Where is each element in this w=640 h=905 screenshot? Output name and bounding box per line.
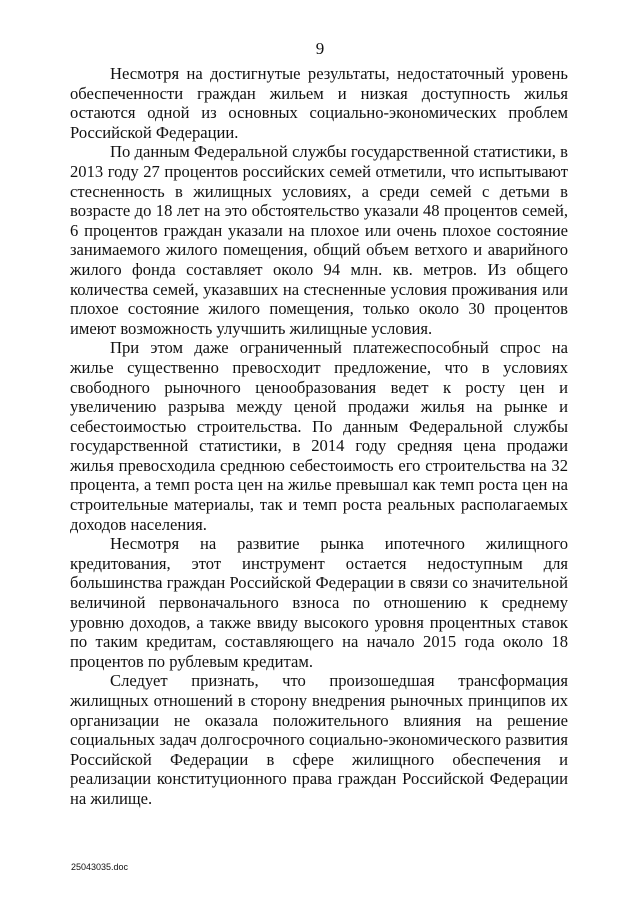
paragraph-conclusion: Следует признать, что произошедшая трансформация жилищных отношений в сторону внедрения рыночных принципов их организации не оказала положительного влияния на решение социальных задач долгосрочного социально-экономического развития Российской Федерации в сфере жилищного обеспечения и реализации конституционного права граждан Российской Федерации на жилище. — [70, 671, 568, 808]
paragraph-demand-supply: При этом даже ограниченный платежеспособный спрос на жилье существенно превосходит предложение, что в условиях свободного рыночного ценообразования ведет к росту цен и увеличению разрыва между ценой продажи жилья на рынке и себестоимостью строительства. По данным Федеральной службы государственной статистики, в 2014 году средняя цена продажи жилья превосходила среднюю себестоимость его строительства на 32 процента, а темп роста цен на жилье превышал как темп роста цен на строительные материалы, так и темп роста реальных располагаемых доходов населения. — [70, 338, 568, 534]
document-filename: 25043035.doc — [71, 862, 129, 872]
page-number: 9 — [315, 39, 325, 58]
paragraph-mortgage: Несмотря на развитие рынка ипотечного жилищного кредитования, этот инструмент остается недоступным для большинства граждан Российской Федерации в связи со значительной величиной первоначального взноса по отношению к среднему уровню доходов, а также ввиду высокого уровня процентных ставок по таким кредитам, составляющего на начало 2015 года около 18 процентов по рублевым кредитам. — [70, 534, 568, 671]
document-body — [70, 64, 568, 809]
paragraph-statistics-2013: По данным Федеральной службы государственной статистики, в 2013 году 27 процентов российских семей отметили, что испытывают стесненность в жилищных условиях, а среди семей с детьми в возрасте до 18 лет на это обстоятельство указали 48 процентов семей, 6 процентов граждан указали на плохое или очень плохое состояние занимаемого жилого помещения, общий объем ветхого и аварийного жилого фонда составляет около 94 млн. кв. метров. Из общего количества семей, указавших на стесненные условия проживания или плохое состояние жилого помещения, только около 30 процентов имеют возможность улучшить жилищные условия. — [70, 142, 568, 338]
paragraph-housing-problem: Несмотря на достигнутые результаты, недостаточный уровень обеспеченности граждан жильем и низкая доступность жилья остаются одной из основных социально-экономических проблем Российской Федерации. — [70, 64, 568, 142]
